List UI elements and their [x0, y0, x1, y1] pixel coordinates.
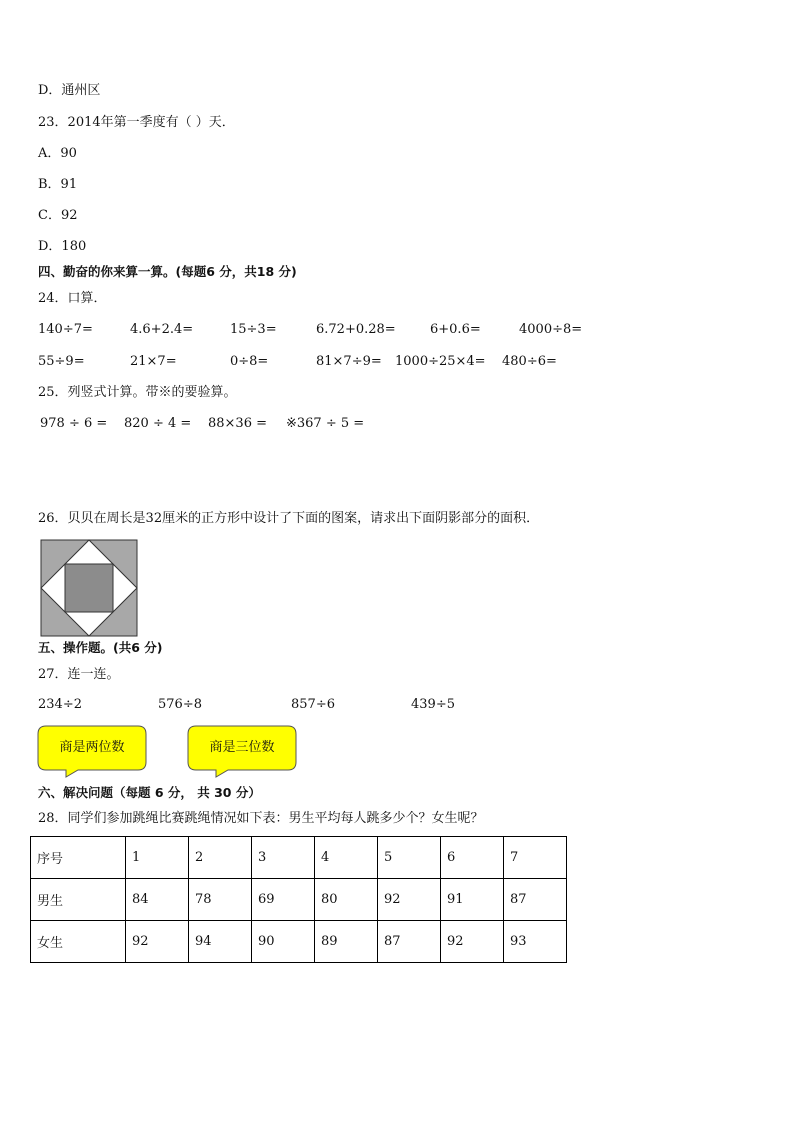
- table-row: [31, 837, 567, 879]
- q24-r1-c5: 6+0.6=: [430, 322, 481, 337]
- q24-r2-c1: 55÷9=: [38, 354, 85, 369]
- bubble-three-digit-label: 商是三位数: [209, 740, 275, 755]
- q27-stem: 27．连一连。: [38, 667, 120, 682]
- q24-r2-c3: 0÷8=: [230, 354, 269, 369]
- table-cell: 1: [126, 837, 189, 879]
- table-cell: 89: [315, 921, 378, 963]
- table-cell: 94: [189, 921, 252, 963]
- table-cell: 6: [441, 837, 504, 879]
- section5-title: 五、操作题。(共6 分): [38, 640, 163, 655]
- table-cell: 90: [252, 921, 315, 963]
- table-cell: 4: [315, 837, 378, 879]
- q24-r1-c3: 15÷3=: [230, 322, 277, 337]
- q24-r2-c6: 480÷6=: [502, 354, 557, 369]
- table-cell: 69: [252, 879, 315, 921]
- q27-expr-3: 857÷6: [291, 697, 335, 712]
- q26-stem: 26．贝贝在周长是32厘米的正方形中设计了下面的图案，请求出下面阴影部分的面积．: [38, 511, 540, 526]
- q25-stem: 25．列竖式计算。带※的要验算。: [38, 385, 237, 400]
- table-cell: 7: [504, 837, 567, 879]
- table-cell: 87: [378, 921, 441, 963]
- table-cell: 3: [252, 837, 315, 879]
- table-cell: 92: [378, 879, 441, 921]
- q25-item-2: 820 ÷ 4 =: [124, 416, 192, 431]
- table-cell: 91: [441, 879, 504, 921]
- q24-stem: 24．口算．: [38, 291, 107, 306]
- q24-r1-c2: 4.6+2.4=: [130, 322, 194, 337]
- jump-rope-table: [30, 836, 567, 963]
- section6-title: 六、解决问题（每题 6 分， 共 30 分）: [38, 785, 261, 800]
- table-cell: 84: [126, 879, 189, 921]
- q24-r2-c2: 21×7=: [130, 354, 177, 369]
- table-cell: 80: [315, 879, 378, 921]
- q23-stem: 23．2014年第一季度有（ ）天．: [38, 115, 235, 130]
- q24-r1-c1: 140÷7=: [38, 322, 93, 337]
- section4-title: 四、勤奋的你来算一算。(每题6 分，共18 分): [38, 264, 297, 279]
- q25-item-3: 88×36 =: [208, 416, 268, 431]
- table-cell: 92: [126, 921, 189, 963]
- shaded-square: [65, 564, 113, 612]
- q27-expr-4: 439÷5: [411, 697, 455, 712]
- table-row: [31, 879, 567, 921]
- table-cell: 序号: [31, 837, 126, 879]
- q25-item-4: ※367 ÷ 5 =: [286, 416, 365, 431]
- table-row: [31, 921, 567, 963]
- table-cell: 5: [378, 837, 441, 879]
- table-cell: 女生: [31, 921, 126, 963]
- q24-r1-c6: 4000÷8=: [519, 322, 583, 337]
- table-cell: 93: [504, 921, 567, 963]
- bubble-two-digit-label: 商是两位数: [59, 740, 125, 755]
- q28-stem: 28．同学们参加跳绳比赛跳绳情况如下表：男生平均每人跳多少个？女生呢？: [38, 811, 484, 826]
- q23-option-a: A．90: [38, 146, 77, 161]
- q24-r1-c4: 6.72+0.28=: [316, 322, 396, 337]
- q23-option-d: D．180: [38, 239, 87, 254]
- table-cell: 92: [441, 921, 504, 963]
- table-cell: 2: [189, 837, 252, 879]
- q27-expr-2: 576÷8: [158, 697, 202, 712]
- bubble-two-digit: [36, 724, 148, 778]
- q24-r2-c5: 1000÷25×4=: [395, 354, 486, 369]
- bubble-three-digit: [186, 724, 298, 778]
- table-cell: 男生: [31, 879, 126, 921]
- q22-option-d: D．通州区: [38, 83, 101, 98]
- q27-expr-1: 234÷2: [38, 697, 82, 712]
- q23-option-c: C．92: [38, 208, 78, 223]
- square-pattern-figure: [40, 539, 138, 641]
- q23-option-b: B．91: [38, 177, 78, 192]
- table-cell: 78: [189, 879, 252, 921]
- table-cell: 87: [504, 879, 567, 921]
- q25-item-1: 978 ÷ 6 =: [40, 416, 108, 431]
- q24-r2-c4: 81×7÷9=: [316, 354, 382, 369]
